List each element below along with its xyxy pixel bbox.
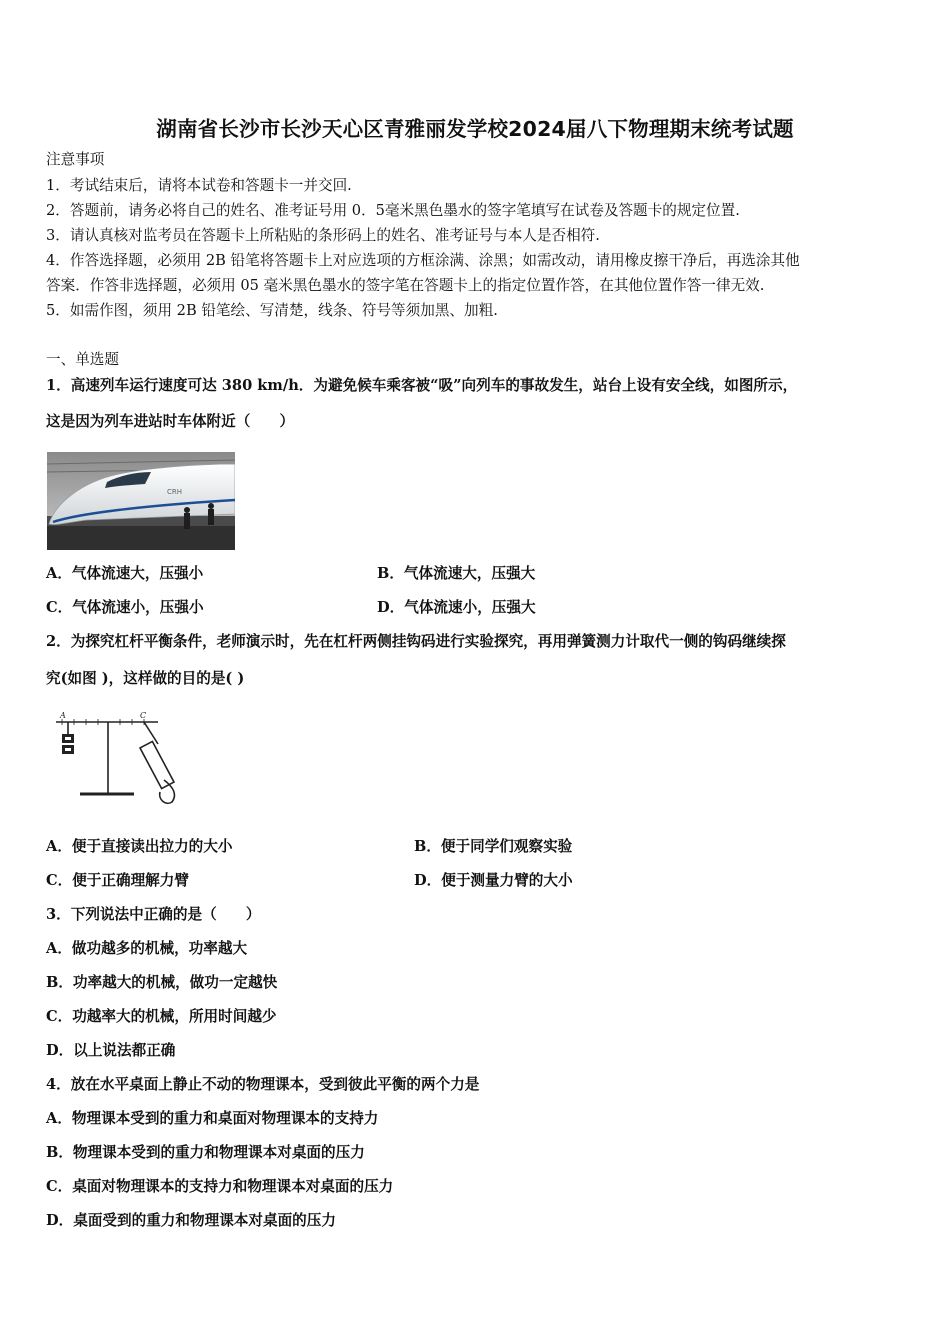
q3-option-b: B．功率越大的机械，做功一定越快 <box>46 974 278 991</box>
q4-option-d: D．桌面受到的重力和物理课本对桌面的压力 <box>46 1212 336 1229</box>
q2-stem-cont: 究(如图 )，这样做的目的是( ) <box>46 670 245 687</box>
page-title: 湖南省长沙市长沙天心区青雅丽发学校2024届八下物理期末统考试题 <box>156 117 794 141</box>
q4-stem: 4．放在水平桌面上静止不动的物理课本，受到彼此平衡的两个力是 <box>46 1076 480 1093</box>
q4-option-b: B．物理课本受到的重力和物理课本对桌面的压力 <box>46 1144 365 1161</box>
notice-item: 5．如需作图，须用 2B 铅笔绘、写清楚，线条、符号等须加黑、加粗. <box>46 302 498 319</box>
q4-option-c: C．桌面对物理课本的支持力和物理课本对桌面的压力 <box>46 1178 394 1195</box>
q1-option-a: A．气体流速大，压强小 <box>46 565 204 582</box>
q1-stem: 1．高速列车运行速度可达 380 km/h．为避免候车乘客被“吸”向列车的事故发生，站台上设有安全线，如图所示， <box>46 377 798 394</box>
lever-label-a: A <box>60 711 66 720</box>
lever-diagram <box>46 706 196 806</box>
q2-option-b: B．便于同学们观察实验 <box>414 838 573 855</box>
q3-option-c: C．功越率大的机械，所用时间越少 <box>46 1008 277 1025</box>
q1-option-b: B．气体流速大，压强大 <box>377 565 536 582</box>
notice-item: 1．考试结束后，请将本试卷和答题卡一并交回. <box>46 177 352 194</box>
q2-stem: 2．为探究杠杆平衡条件，老师演示时，先在杠杆两侧挂钩码进行实验探究，再用弹簧测力计取代一侧的钩码继续探 <box>46 633 786 650</box>
train-logo: CRH <box>167 488 183 496</box>
q2-option-a: A．便于直接读出拉力的大小 <box>46 838 233 855</box>
q1-option-c: C．气体流速小，压强小 <box>46 599 204 616</box>
q3-option-d: D．以上说法都正确 <box>46 1042 176 1059</box>
notice-item: 2．答题前，请务必将自己的姓名、准考证号用 0．5毫米黑色墨水的签字笔填写在试卷及答题卡的规定位置. <box>46 202 740 219</box>
notice-item: 4．作答选择题，必须用 2B 铅笔将答题卡上对应选项的方框涂满、涂黑；如需改动，请用橡皮擦干净后，再选涂其他 <box>46 252 800 269</box>
q4-option-a: A．物理课本受到的重力和桌面对物理课本的支持力 <box>46 1110 379 1127</box>
notice-item: 答案．作答非选择题，必须用 05 毫米黑色墨水的签字笔在答题卡上的指定位置作答，在其他位置作答一律无效. <box>46 277 765 294</box>
q3-stem: 3．下列说法中正确的是（ ） <box>46 906 261 923</box>
notice-heading: 注意事项 <box>46 151 105 168</box>
lever-label-c: C <box>140 711 147 720</box>
q3-option-a: A．做功越多的机械，功率越大 <box>46 940 248 957</box>
q2-option-c: C．便于正确理解力臂 <box>46 872 189 889</box>
train-photo <box>47 452 235 550</box>
notice-item: 3．请认真核对监考员在答题卡上所粘贴的条形码上的姓名、准考证号与本人是否相符. <box>46 227 600 244</box>
section-heading: 一、单选题 <box>46 351 119 368</box>
q1-stem-cont: 这是因为列车进站时车体附近（ ） <box>46 413 295 430</box>
q1-option-d: D．气体流速小，压强大 <box>377 599 536 616</box>
q2-option-d: D．便于测量力臂的大小 <box>414 872 573 889</box>
